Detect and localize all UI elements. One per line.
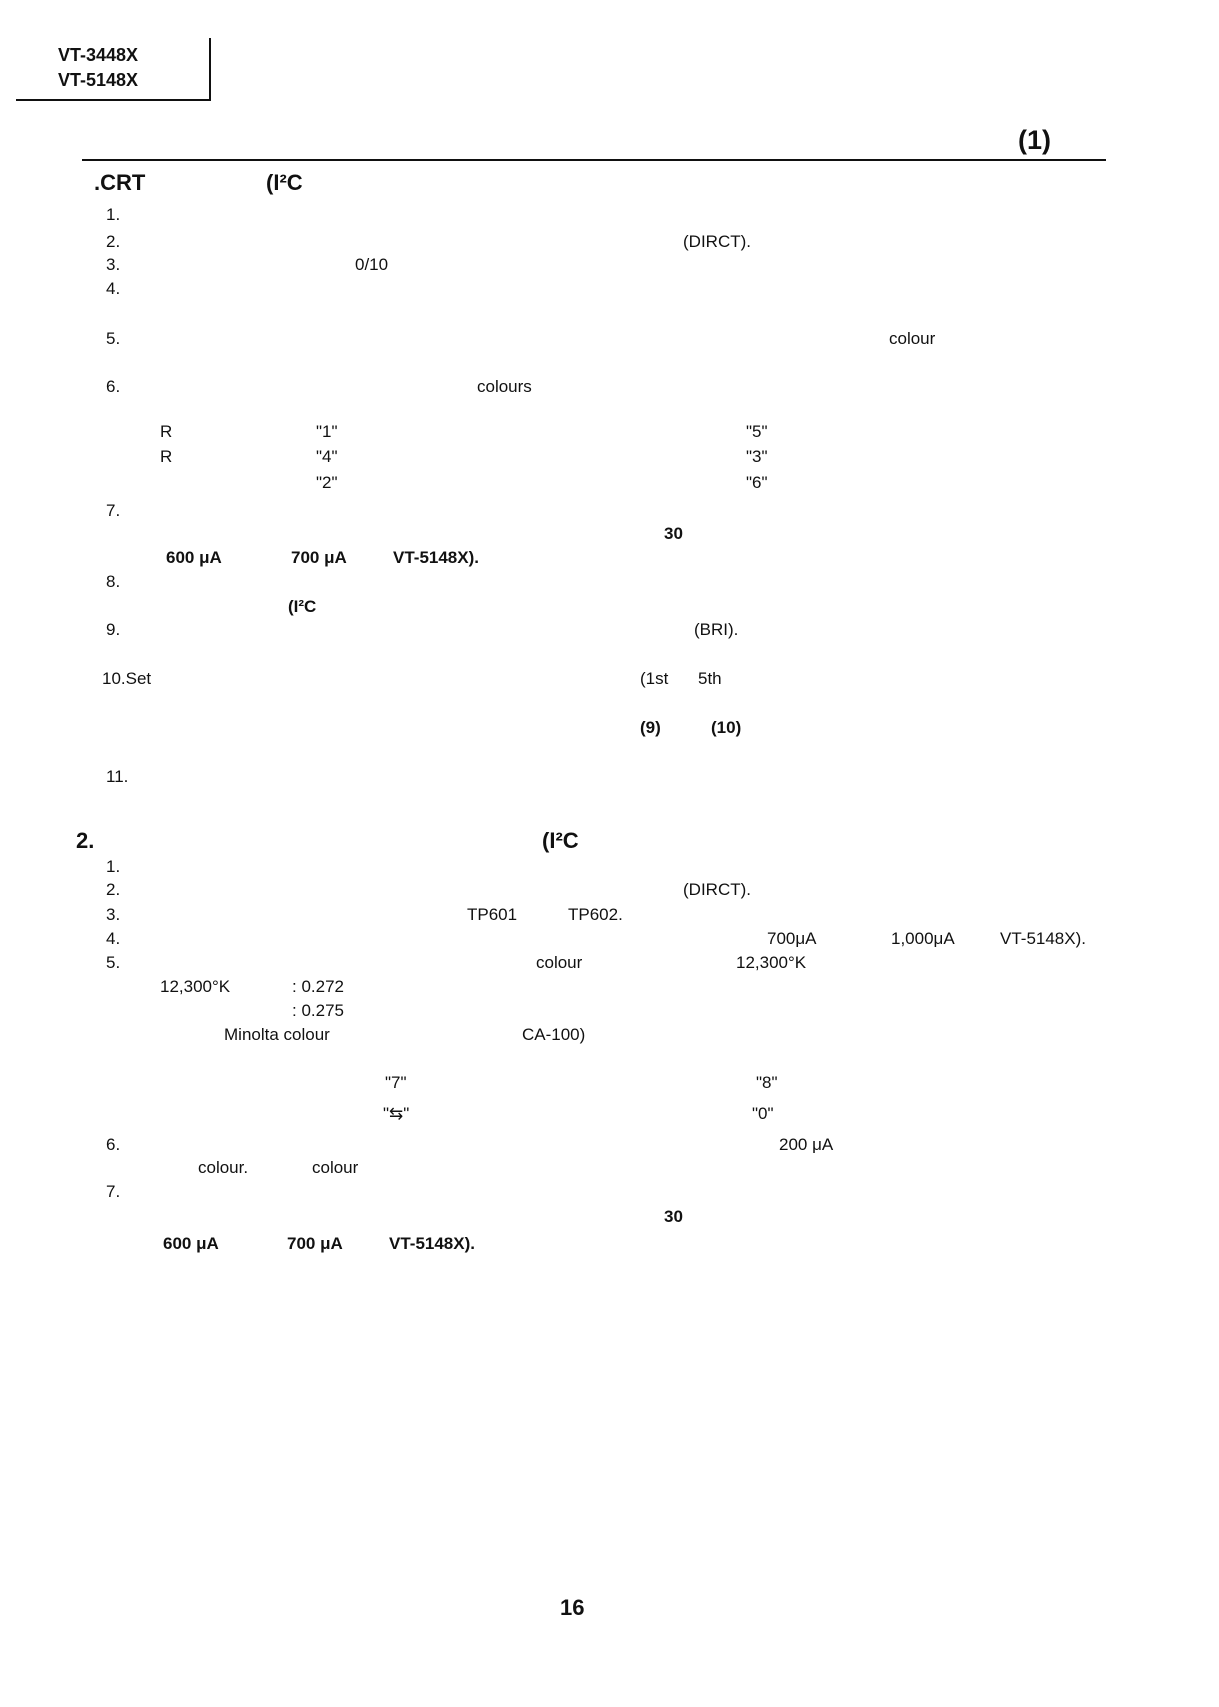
s1-step7-600ua: 600 μA — [166, 548, 222, 567]
s2-200ua: 200 μA — [779, 1135, 834, 1154]
s2-12300-b: 12,300°K — [736, 953, 807, 972]
s1-step10-1st: (1st — [640, 669, 669, 688]
s2-step-2: 2. — [106, 880, 121, 899]
s2-minolta: Minolta colour — [224, 1025, 330, 1044]
header-box-right-rule — [209, 38, 211, 100]
s1-step-7: 7. — [106, 501, 121, 520]
s2-colour: colour — [536, 953, 583, 972]
s2-tp602: TP602. — [568, 905, 623, 924]
s2-dirct: (DIRCT). — [683, 880, 751, 899]
s1-dirct: (DIRCT). — [683, 232, 751, 251]
section1-title-prefix: .CRT — [94, 170, 146, 195]
s2-key-7: "7" — [385, 1073, 407, 1092]
s2-step7-600ua: 600 μA — [163, 1234, 219, 1253]
s1-step-6: 6. — [106, 377, 121, 396]
s1-table-r1-key-b: "5" — [746, 422, 768, 441]
s2-step-5: 5. — [106, 953, 121, 972]
s1-step-9: 9. — [106, 620, 121, 639]
s2-step7-30: 30 — [664, 1207, 683, 1226]
s1-010: 0/10 — [355, 255, 389, 274]
s1-step9-bri: (BRI). — [694, 620, 739, 639]
s1-table-r1-key-a: "1" — [316, 422, 338, 441]
s2-step-7: 7. — [106, 1182, 121, 1201]
s2-y-coord: : 0.275 — [292, 1001, 344, 1020]
s2-step7-700ua: 700 μA — [287, 1234, 343, 1253]
s2-1000ua: 1,000μA — [891, 929, 955, 948]
s1-step10-9: (9) — [640, 718, 661, 737]
model-number-1: VT-3448X — [58, 45, 139, 65]
s2-step7-model: VT-5148X). — [389, 1234, 475, 1253]
s1-table-r2-letter: R — [160, 447, 173, 466]
s2-key-0: "0" — [752, 1104, 774, 1123]
s1-step-11: 11. — [106, 767, 129, 786]
s1-step-4: 4. — [106, 279, 121, 298]
s1-table-r3-key-a: "2" — [316, 473, 338, 492]
s1-step-2: 2. — [106, 232, 121, 251]
s1-step10-10: (10) — [711, 718, 742, 737]
s2-step-4: 4. — [106, 929, 121, 948]
s2-x-coord: : 0.272 — [292, 977, 344, 996]
s2-tp601: TP601 — [467, 905, 518, 924]
s1-colours: colours — [477, 377, 532, 396]
s2-ca100: CA-100) — [522, 1025, 586, 1044]
s1-step7-30: 30 — [664, 524, 683, 543]
s1-colour: colour — [889, 329, 936, 348]
s2-colour-dot: colour. — [198, 1158, 249, 1177]
s2-12300-a: 12,300°K — [160, 977, 231, 996]
s1-table-r2-key-a: "4" — [316, 447, 338, 466]
s1-step-5: 5. — [106, 329, 121, 348]
s1-step-3: 3. — [106, 255, 121, 274]
s2-key-swap: "⇆" — [383, 1104, 410, 1123]
s1-table-r2-key-b: "3" — [746, 447, 768, 466]
page-number: 16 — [560, 1595, 585, 1620]
s1-table-r3-key-b: "6" — [746, 473, 768, 492]
s2-700ua: 700μA — [767, 929, 817, 948]
s2-step-1: 1. — [106, 857, 121, 876]
s2-step-3: 3. — [106, 905, 121, 924]
s1-table-r1-letter: R — [160, 422, 173, 441]
section2-title-i2c: (I²C — [542, 828, 579, 853]
section-rule — [82, 159, 1106, 161]
s1-step-8: 8. — [106, 572, 121, 591]
s2-key-8: "8" — [756, 1073, 778, 1092]
s1-step-10: 10.Set — [102, 669, 152, 688]
s2-step-6: 6. — [106, 1135, 121, 1154]
section1-title-i2c: (I²C — [266, 170, 303, 195]
s1-step-1: 1. — [106, 205, 121, 224]
header-box-bottom-rule — [16, 99, 211, 101]
s1-step8-i2c: (I²C — [288, 597, 317, 616]
section2-title-prefix: 2. — [76, 828, 95, 853]
model-number-2: VT-5148X — [58, 70, 139, 90]
s1-step10-5th: 5th — [698, 669, 722, 688]
section-number: (1) — [1018, 125, 1051, 155]
s2-colour-2: colour — [312, 1158, 359, 1177]
s1-step7-model: VT-5148X). — [393, 548, 479, 567]
s1-step7-700ua: 700 μA — [291, 548, 347, 567]
s2-model: VT-5148X). — [1000, 929, 1086, 948]
